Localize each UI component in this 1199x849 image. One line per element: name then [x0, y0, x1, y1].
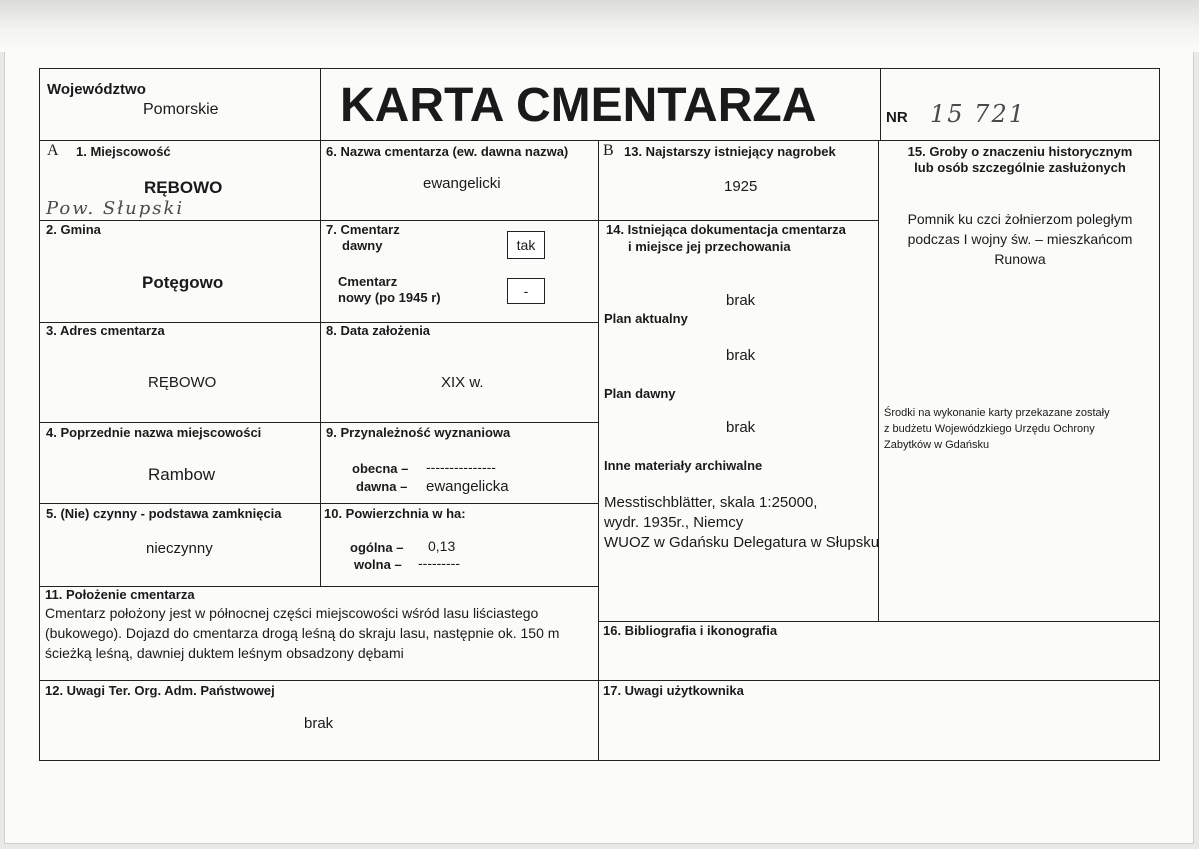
inne-materialy-line: WUOZ w Gdańsku Delegatura w Słupsku	[604, 534, 880, 551]
inne-materialy-label: Inne materiały archiwalne	[604, 458, 763, 473]
divider	[39, 220, 599, 221]
divider	[598, 140, 599, 761]
polozenie-line: (bukowego). Dojazd do cmentarza drogą leśną do skraju lasu, następnie ok. 150 m	[45, 625, 560, 641]
bibliografia-label: 16. Bibliografia i ikonografia	[603, 623, 778, 638]
divider	[320, 68, 321, 140]
page-title: KARTA CMENTARZA	[340, 79, 817, 132]
cmentarz-label: 7. Cmentarz	[326, 222, 400, 237]
divider	[39, 680, 1160, 681]
data-zalozenia-value: XIX w.	[441, 374, 484, 391]
nazwa-cmentarza-label: 6. Nazwa cmentarza (ew. dawna nazwa)	[326, 144, 569, 159]
dawna-label: dawna –	[356, 479, 408, 494]
divider	[598, 621, 1160, 622]
polozenie-line: ścieżką leśną, dawniej duktem leśnym obsadzony dębami	[45, 645, 404, 661]
groby-line: podczas I wojny św. – mieszkańcom	[907, 231, 1133, 247]
wojewodztwo-value: Pomorskie	[143, 101, 219, 118]
ogolna-label: ogólna –	[350, 540, 404, 555]
funding-note: z budżetu Wojewódzkiego Urzędu Ochrony	[884, 423, 1095, 435]
funding-note: Środki na wykonanie karty przekazane zostały	[884, 407, 1110, 419]
miejscowosc-label: 1. Miejscowość	[76, 144, 171, 159]
nazwa-cmentarza-value: ewangelicki	[423, 175, 501, 192]
plan-aktualny-value: brak	[726, 347, 756, 364]
data-zalozenia-label: 8. Data założenia	[326, 323, 431, 338]
adres-label: 3. Adres cmentarza	[46, 323, 165, 338]
dawny-label: dawny	[342, 238, 383, 253]
gmina-label: 2. Gmina	[46, 222, 101, 237]
wojewodztwo-label: Województwo	[47, 81, 146, 98]
uwagi-ter-value: brak	[304, 715, 334, 732]
wolna-label: wolna –	[354, 557, 402, 572]
dokumentacja-label-1: 14. Istniejąca dokumentacja cmentarza	[606, 222, 846, 237]
groby-label-1: 15. Groby o znaczeniu historycznym	[907, 144, 1133, 159]
frame-bottom	[39, 760, 1160, 761]
divider	[880, 68, 881, 140]
miejscowosc-value: RĘBOWO	[144, 178, 223, 197]
polozenie-line: Cmentarz położony jest w północnej części miejscowości wśród lasu liściastego	[45, 605, 539, 621]
dokumentacja-value: brak	[726, 292, 756, 309]
dokumentacja-label-2: i miejsce jej przechowania	[628, 239, 791, 254]
nr-label: NR	[886, 109, 908, 126]
groby-line: Runowa	[994, 251, 1046, 267]
poprzednie-nazwa-label: 4. Poprzednie nazwa miejscowości	[46, 425, 262, 440]
nowy-label-1: Cmentarz	[338, 274, 398, 289]
dawna-value: ewangelicka	[426, 478, 509, 495]
nowy-box: -	[507, 278, 545, 304]
ogolna-value: 0,13	[428, 538, 456, 554]
wolna-value: ---------	[418, 555, 460, 571]
czynny-label: 5. (Nie) czynny - podstawa zamknięcia	[46, 506, 282, 521]
polozenie-label: 11. Położenie cmentarza	[45, 587, 195, 602]
plan-dawny-label: Plan dawny	[604, 386, 676, 401]
powierzchnia-label: 10. Powierzchnia w ha:	[324, 506, 466, 521]
divider	[39, 422, 599, 423]
frame-left	[39, 68, 40, 761]
uwagi-ter-label: 12. Uwagi Ter. Org. Adm. Państwowej	[45, 683, 275, 698]
nowy-label-2: nowy (po 1945 r)	[338, 290, 441, 305]
obecna-value: ---------------	[426, 459, 496, 475]
nagrobek-label: 13. Najstarszy istniejący nagrobek	[624, 144, 836, 159]
header-divider	[39, 140, 1160, 141]
frame-right	[1159, 68, 1160, 761]
nr-handwritten: 15 721	[930, 100, 1026, 128]
dawny-box: tak	[507, 231, 545, 259]
section-b-letter: B	[603, 142, 614, 159]
uwagi-uzytkownika-label: 17. Uwagi użytkownika	[603, 683, 744, 698]
gmina-value: Potęgowo	[142, 273, 224, 292]
section-a-letter: A	[47, 142, 59, 159]
groby-line: Pomnik ku czci żołnierzom poległym	[907, 211, 1133, 227]
wyznanie-label: 9. Przynależność wyznaniowa	[326, 425, 511, 440]
obecna-label: obecna –	[352, 461, 409, 476]
divider	[320, 140, 321, 586]
divider	[39, 503, 599, 504]
inne-materialy-line: Messtischblätter, skala 1:25000,	[604, 494, 818, 511]
nagrobek-value: 1925	[724, 178, 758, 195]
czynny-value: nieczynny	[146, 540, 213, 557]
frame-top	[39, 68, 1160, 69]
plan-dawny-value: brak	[726, 419, 756, 436]
powiat-handwritten: Pow. Słupski	[46, 198, 185, 219]
scan-top-edge	[0, 0, 1199, 52]
divider	[598, 220, 879, 221]
funding-note: Zabytków w Gdańsku	[884, 439, 990, 451]
adres-value: RĘBOWO	[148, 374, 217, 391]
groby-label-2: lub osób szczególnie zasłużonych	[914, 160, 1126, 175]
inne-materialy-line: wydr. 1935r., Niemcy	[604, 514, 744, 531]
plan-aktualny-label: Plan aktualny	[604, 311, 688, 326]
poprzednie-nazwa-value: Rambow	[148, 465, 216, 484]
